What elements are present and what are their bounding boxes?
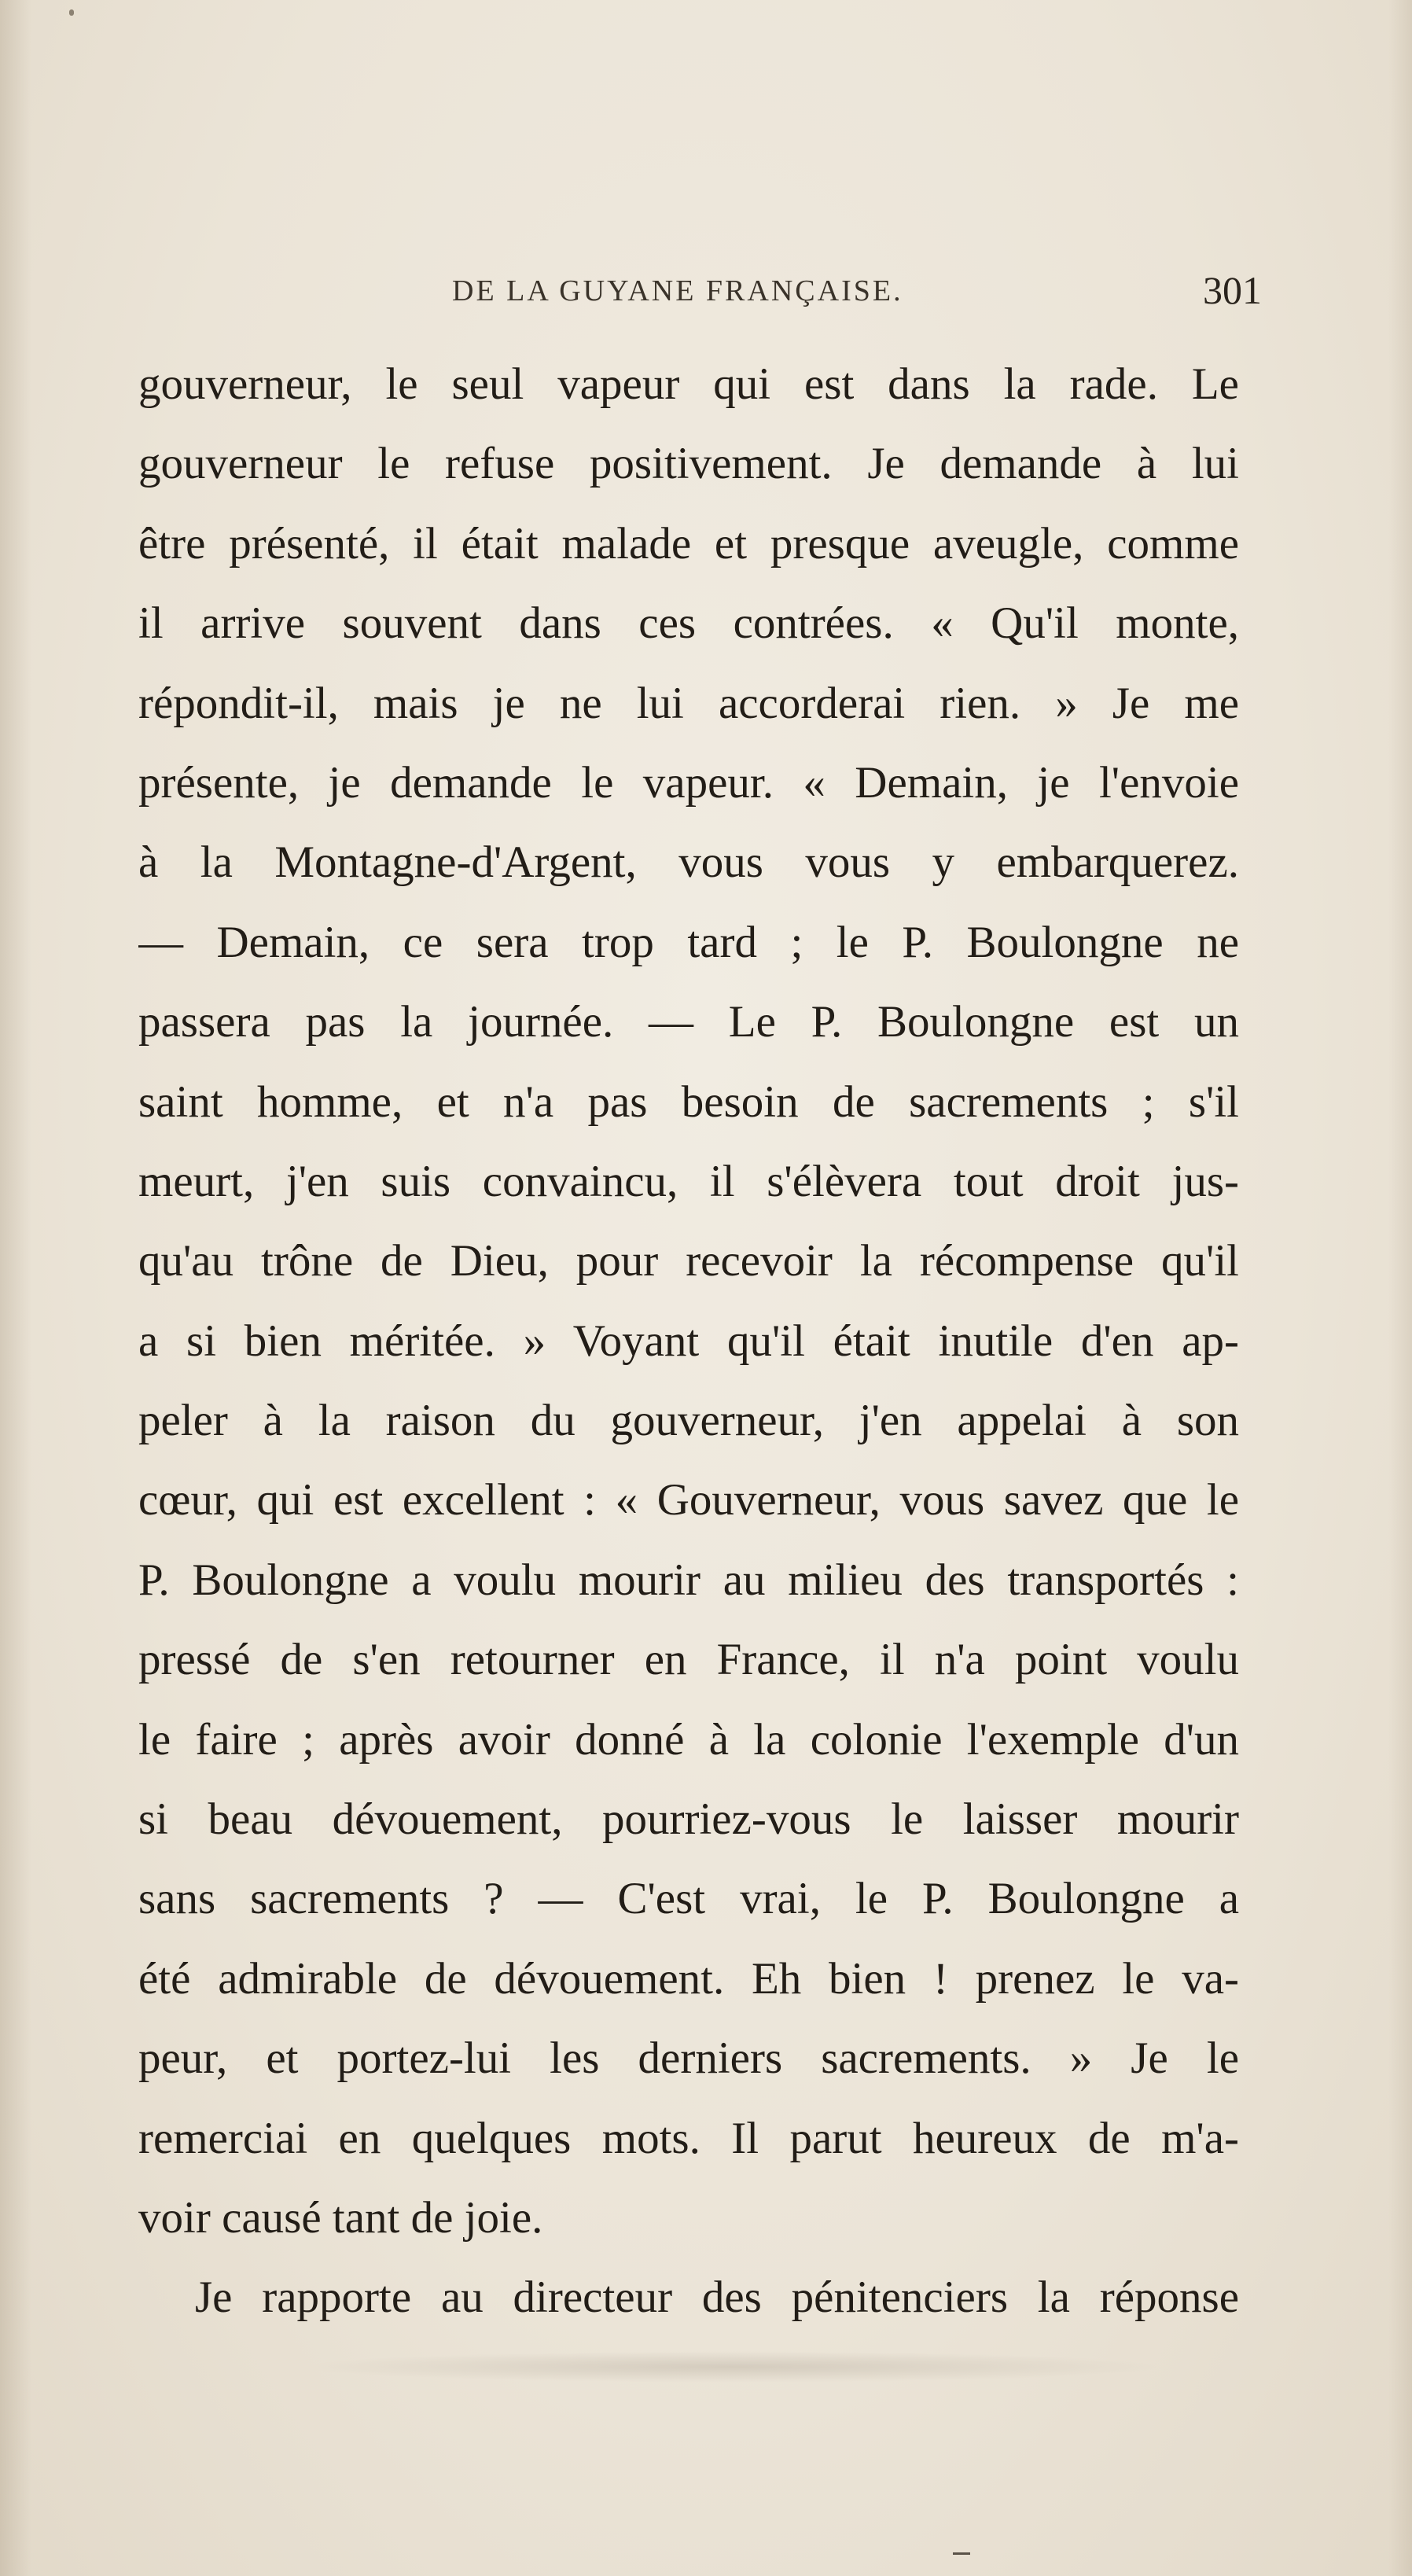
- text-line: gouverneur le refuse positivement. Je demande à lui: [138, 439, 1239, 489]
- text-line: pressé de s'en retourner en France, il n'a point voulu: [138, 1635, 1239, 1685]
- text-line: été admirable de dévouement. Eh bien ! prenez le va-: [138, 1953, 1239, 2004]
- text-line: présente, je demande le vapeur. « Demain, je l'envoie: [138, 757, 1239, 808]
- text-line: sans sacrements ? — C'est vrai, le P. Boulongne a: [138, 1874, 1239, 1924]
- text-line: meurt, j'en suis convaincu, il s'élèvera tout droit jus-: [138, 1156, 1239, 1206]
- text-line: — Demain, ce sera trop tard ; le P. Boulongne ne: [138, 917, 1239, 967]
- text-line: si beau dévouement, pourriez-vous le laisser mourir: [138, 1794, 1239, 1845]
- page-fold-shadow: [299, 2351, 1164, 2383]
- text-line: le faire ; après avoir donné à la colonie l'exemple d'un: [138, 1714, 1239, 1765]
- page-number: 301: [1203, 268, 1262, 312]
- text-line: passera pas la journée. — Le P. Boulongne est un: [138, 997, 1239, 1047]
- paragraph-end-line: voir causé tant de joie.: [138, 2192, 543, 2243]
- paragraph-start-line: Je rapporte au directeur des pénitenciers la réponse: [195, 2272, 1239, 2323]
- page-edge-shadow-left: [0, 0, 31, 2576]
- text-line: peler à la raison du gouverneur, j'en appelai à son: [138, 1396, 1239, 1446]
- text-line: a si bien méritée. » Voyant qu'il était inutile d'en ap-: [138, 1316, 1239, 1366]
- paper-speck: [69, 9, 74, 16]
- text-line: qu'au trône de Dieu, pour recevoir la récompense qu'il: [138, 1236, 1239, 1286]
- page-header: [138, 267, 1262, 322]
- body-text: [138, 344, 1239, 2338]
- text-line: P. Boulongne a voulu mourir au milieu des transportés :: [138, 1555, 1239, 1605]
- printer-mark: [953, 2552, 970, 2555]
- running-title: DE LA GUYANE FRANÇAISE.: [452, 274, 903, 307]
- text-line: peur, et portez-lui les derniers sacrements. » Je le: [138, 2033, 1239, 2084]
- text-line: saint homme, et n'a pas besoin de sacrements ; s'il: [138, 1076, 1239, 1127]
- text-line: à la Montagne-d'Argent, vous vous y embarquerez.: [138, 837, 1239, 888]
- text-line: remerciai en quelques mots. Il parut heureux de m'a-: [138, 2113, 1239, 2163]
- page-edge-shadow-right: [1388, 0, 1412, 2576]
- text-line: gouverneur, le seul vapeur qui est dans la rade. Le: [138, 359, 1239, 409]
- text-line: il arrive souvent dans ces contrées. « Qu'il monte,: [138, 598, 1239, 649]
- text-line: répondit-il, mais je ne lui accorderai rien. » Je me: [138, 678, 1239, 728]
- text-line: être présenté, il était malade et presque aveugle, comme: [138, 518, 1239, 569]
- text-line: cœur, qui est excellent : « Gouverneur, vous savez que le: [138, 1475, 1239, 1525]
